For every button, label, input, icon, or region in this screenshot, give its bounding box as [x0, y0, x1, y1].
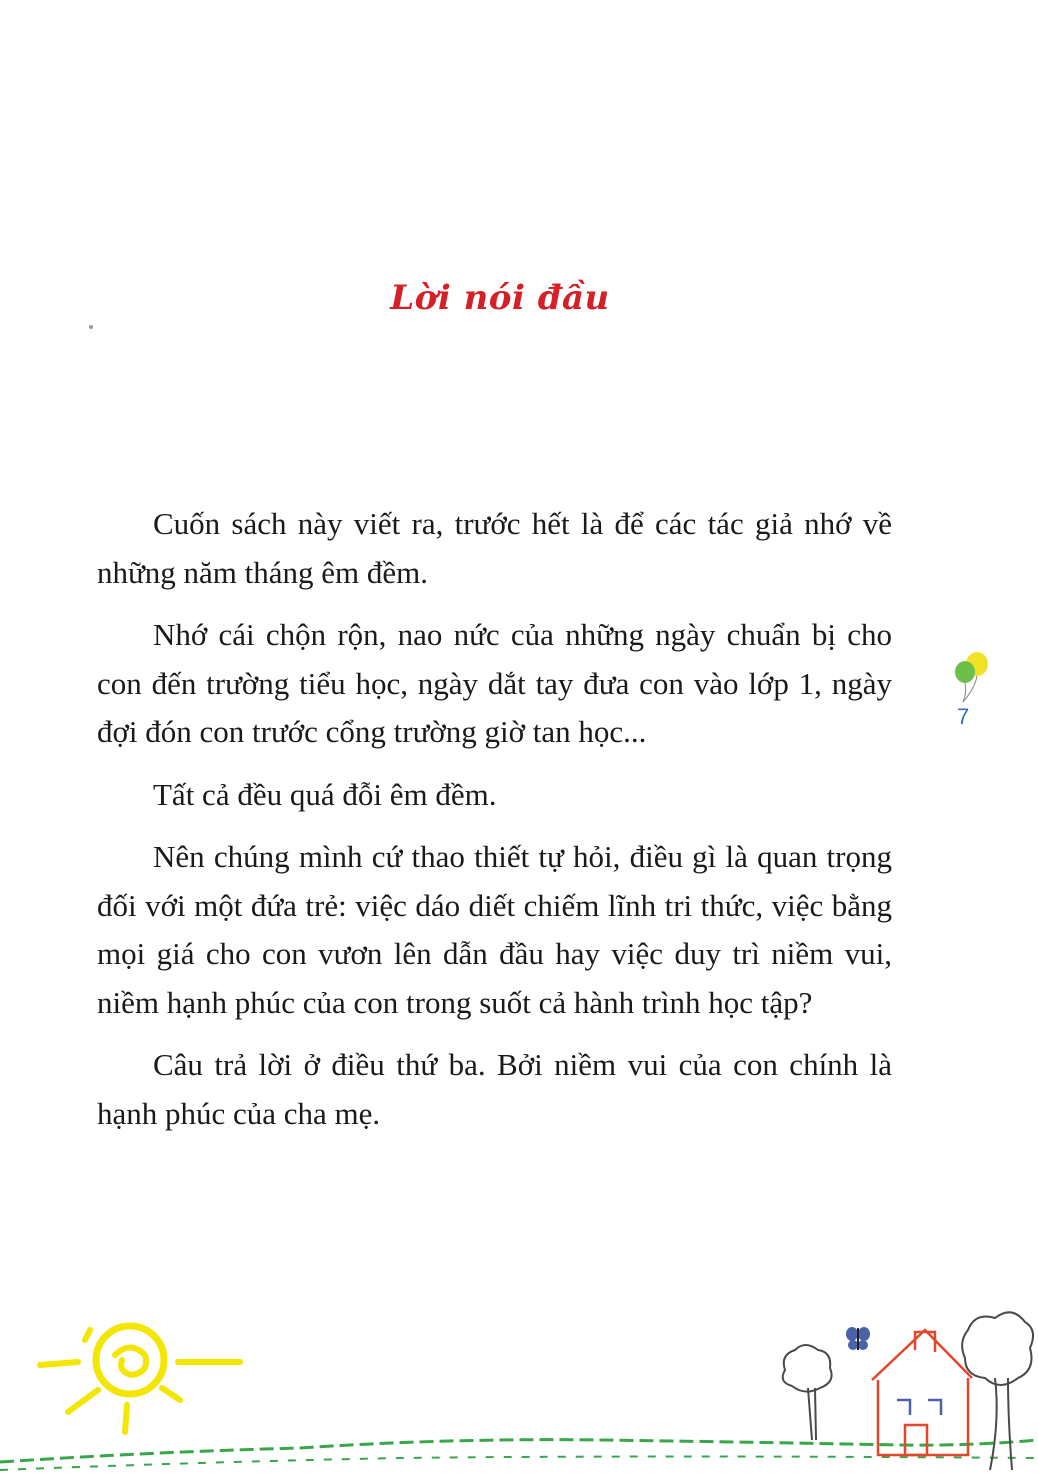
paragraph: Câu trả lời ở điều thứ ba. Bởi niềm vui của con chính là hạnh phúc của cha mẹ. — [97, 1047, 892, 1131]
balloons-icon — [945, 650, 995, 710]
grass-line — [0, 1440, 1038, 1462]
butterfly-icon — [846, 1327, 870, 1350]
sun-icon — [40, 1326, 240, 1432]
paragraph: Tất cả đều quá đỗi êm đềm. — [153, 776, 497, 812]
preface-body — [97, 500, 892, 1152]
tree-icon — [962, 1312, 1033, 1470]
page-title: Lời nói đầu — [390, 278, 610, 318]
paragraph: Nhớ cái chộn rộn, nao nức của những ngày chuẩn bị cho con đến trường tiểu học, ngày dắt tay đưa con vào lớp 1, ngày đợi đón con trước cổng trường giờ tan học... — [97, 617, 892, 749]
tree-icon — [783, 1345, 832, 1440]
print-speck — [89, 325, 93, 329]
page-number: 7 — [957, 704, 970, 729]
house-icon — [872, 1330, 972, 1455]
paragraph: Cuốn sách này viết ra, trước hết là để các tác giả nhớ về những năm tháng êm đềm. — [97, 506, 892, 590]
paragraph: Nên chúng mình cứ thao thiết tự hỏi, điều gì là quan trọng đối với một đứa trẻ: việc dáo diết chiếm lĩnh tri thức, việc bằng mọi giá cho con vươn lên dẫn đầu hay việc duy trì niềm vui, niềm hạnh phúc của con trong suốt cả hành trình học tập? — [97, 839, 892, 1020]
